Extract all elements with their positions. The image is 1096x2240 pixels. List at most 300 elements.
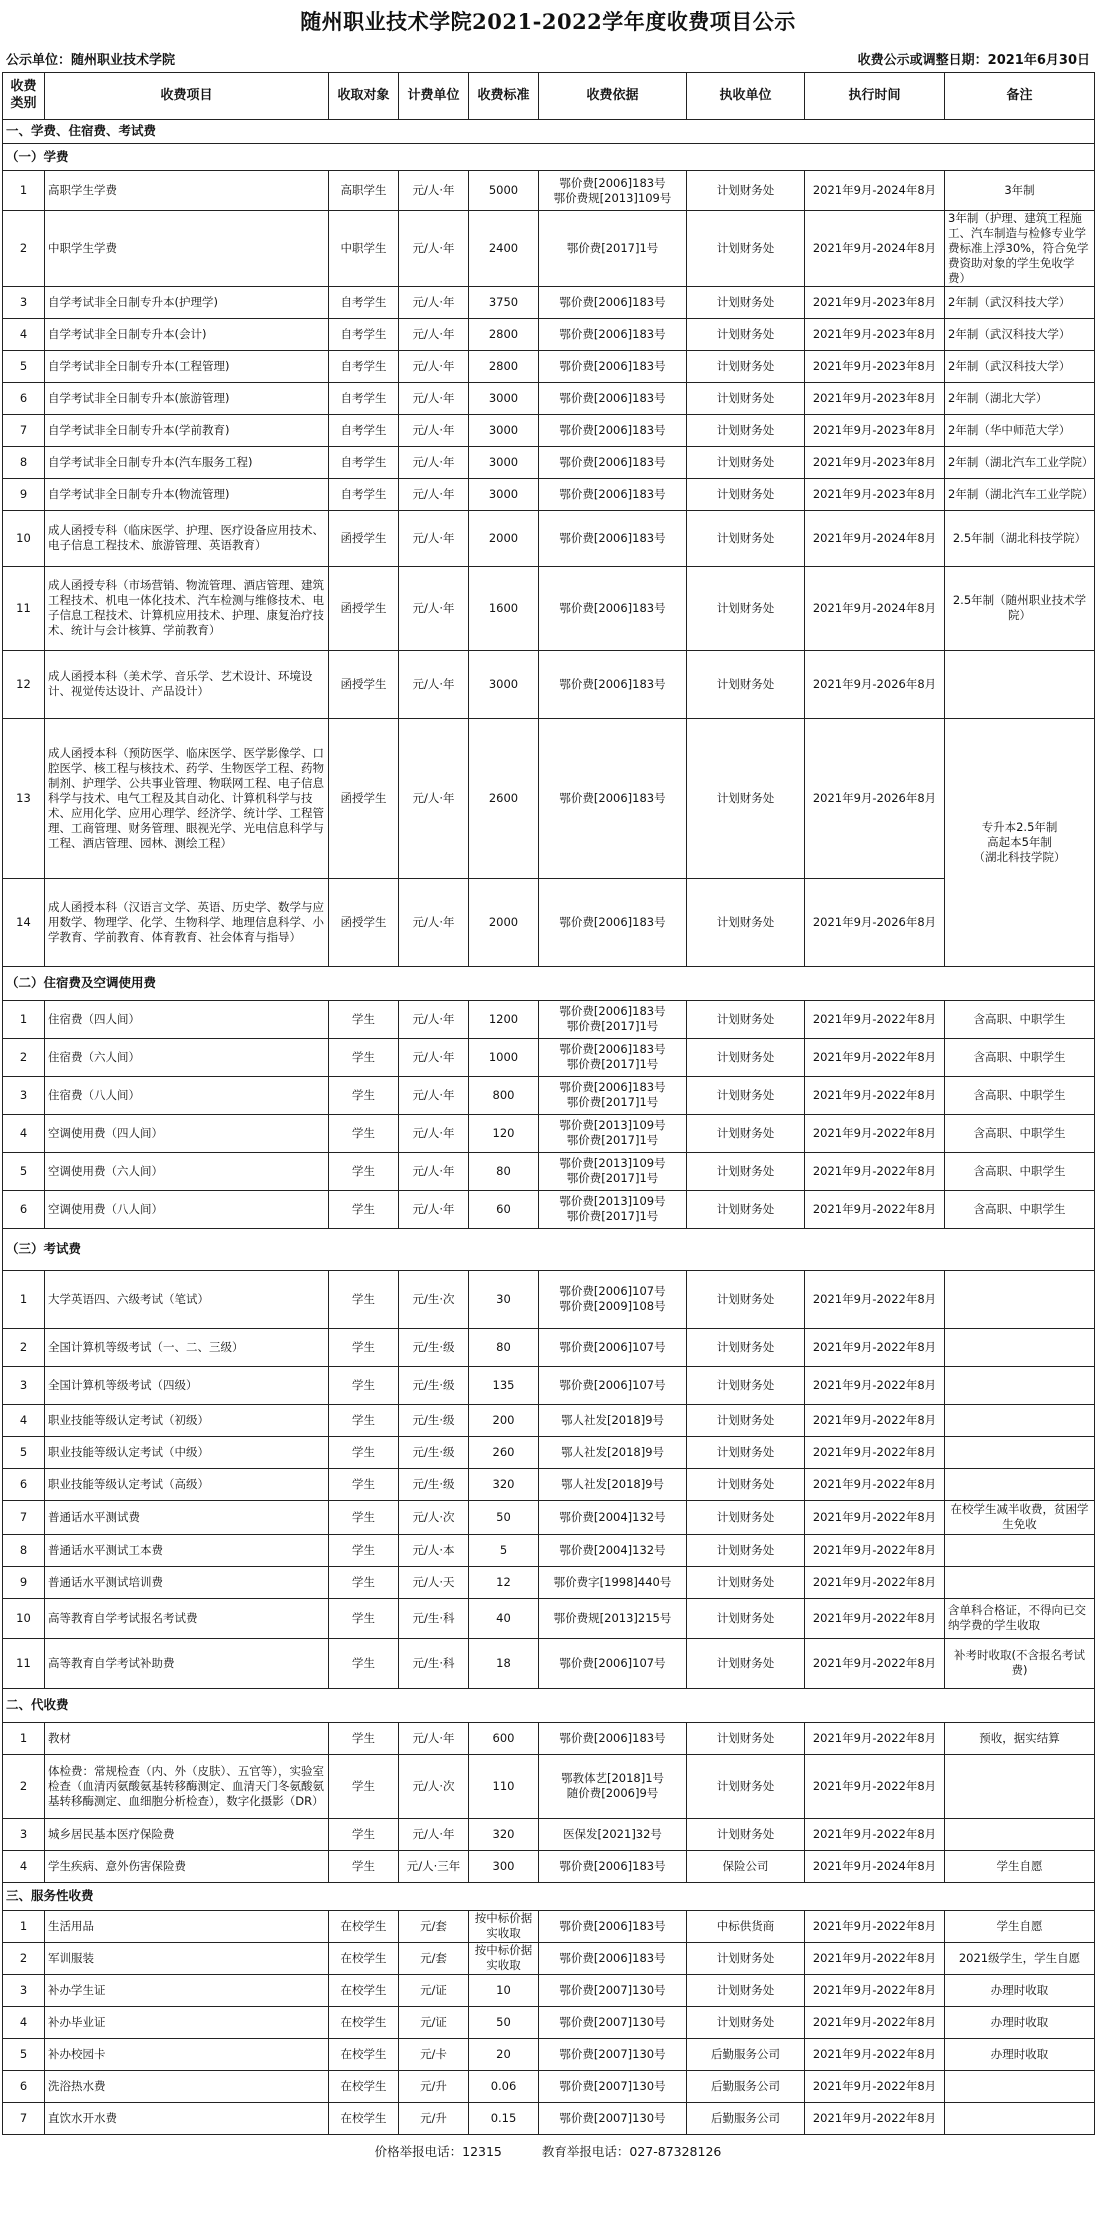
section-title: 一、学费、住宿费、考试费 xyxy=(3,120,1095,144)
fee-standard: 2000 xyxy=(469,510,539,566)
item-name: 全国计算机等级考试（四级） xyxy=(45,1366,329,1404)
fee-basis: 鄂价费[2004]132号 xyxy=(539,1534,687,1566)
item-name: 住宿费（八人间） xyxy=(45,1076,329,1114)
period: 2021年9月-2024年8月 xyxy=(805,566,945,650)
collecting-unit: 计划财务处 xyxy=(687,1500,805,1534)
fee-basis: 鄂价费[2007]130号 xyxy=(539,2038,687,2070)
payer: 函授学生 xyxy=(329,510,399,566)
payer: 在校学生 xyxy=(329,2102,399,2134)
period: 2021年9月-2026年8月 xyxy=(805,718,945,878)
collecting-unit: 计划财务处 xyxy=(687,171,805,211)
item-name: 自学考试非全日制专升本(护理学) xyxy=(45,286,329,318)
billing-unit: 元/人·年 xyxy=(399,286,469,318)
table-row xyxy=(3,1404,1095,1436)
period: 2021年9月-2024年8月 xyxy=(805,1850,945,1882)
item-name: 成人函授本科（预防医学、临床医学、医学影像学、口腔医学、核工程与核技术、药学、生物医学工程、药物制剂、护理学、公共事业管理、物联网工程、电子信息科学与技术、电气工程及其自动化、计算机科学与技术、应用化学、应用心理学、经济学、统计学、工程管理、工商管理、财务管理、眼视光学、光电信息科学与工程、酒店管理、园林、测绘工程） xyxy=(45,718,329,878)
row-index: 5 xyxy=(3,1152,45,1190)
fee-basis: 鄂价费[2006]183号 xyxy=(539,510,687,566)
remark xyxy=(945,1404,1095,1436)
fee-basis: 鄂价费[2013]109号 鄂价费[2017]1号 xyxy=(539,1152,687,1190)
payer: 在校学生 xyxy=(329,2038,399,2070)
fee-standard: 0.15 xyxy=(469,2102,539,2134)
fee-basis: 鄂价费[2017]1号 xyxy=(539,211,687,287)
payer: 中职学生 xyxy=(329,211,399,287)
billing-unit: 元/人·年 xyxy=(399,1818,469,1850)
fee-standard: 3000 xyxy=(469,446,539,478)
fee-basis: 鄂价费[2006]183号 鄂价费[2017]1号 xyxy=(539,1000,687,1038)
fee-standard: 按中标价据实收取 xyxy=(469,1910,539,1942)
collecting-unit: 计划财务处 xyxy=(687,566,805,650)
payer: 学生 xyxy=(329,1818,399,1850)
remark: 2年制（武汉科技大学） xyxy=(945,286,1095,318)
row-index: 4 xyxy=(3,1114,45,1152)
fee-basis: 鄂价费[2007]130号 xyxy=(539,2070,687,2102)
fee-standard: 按中标价据实收取 xyxy=(469,1942,539,1974)
billing-unit: 元/生·次 xyxy=(399,1270,469,1328)
collecting-unit: 后勤服务公司 xyxy=(687,2102,805,2134)
fee-standard: 600 xyxy=(469,1722,539,1754)
table-row xyxy=(3,1942,1095,1974)
row-index: 1 xyxy=(3,171,45,211)
billing-unit: 元/人·年 xyxy=(399,878,469,966)
collecting-unit: 计划财务处 xyxy=(687,1328,805,1366)
table-row xyxy=(3,1468,1095,1500)
fee-basis: 鄂价费[2006]183号 xyxy=(539,286,687,318)
collecting-unit: 计划财务处 xyxy=(687,1270,805,1328)
item-name: 住宿费（四人间） xyxy=(45,1000,329,1038)
remark: 办理时收取 xyxy=(945,1974,1095,2006)
billing-unit: 元/套 xyxy=(399,1942,469,1974)
row-index: 1 xyxy=(3,1722,45,1754)
row-index: 7 xyxy=(3,1500,45,1534)
collecting-unit: 计划财务处 xyxy=(687,1038,805,1076)
fee-standard: 5 xyxy=(469,1534,539,1566)
table-row xyxy=(3,718,1095,878)
item-name: 高等教育自学考试报名考试费 xyxy=(45,1598,329,1638)
remark: 2年制（湖北汽车工业学院） xyxy=(945,478,1095,510)
period: 2021年9月-2024年8月 xyxy=(805,211,945,287)
period: 2021年9月-2022年8月 xyxy=(805,1754,945,1818)
remark xyxy=(945,1436,1095,1468)
billing-unit: 元/人·年 xyxy=(399,211,469,287)
item-name: 职业技能等级认定考试（中级） xyxy=(45,1436,329,1468)
remark: 专升本2.5年制 高起本5年制 （湖北科技学院） xyxy=(945,718,1095,966)
billing-unit: 元/人·年 xyxy=(399,350,469,382)
billing-unit: 元/人·三年 xyxy=(399,1850,469,1882)
table-row xyxy=(3,2102,1095,2134)
row-index: 7 xyxy=(3,2102,45,2134)
table-row xyxy=(3,414,1095,446)
table-row xyxy=(3,566,1095,650)
table-body xyxy=(3,120,1095,2135)
remark: 学生自愿 xyxy=(945,1850,1095,1882)
remark xyxy=(945,650,1095,718)
fee-standard: 80 xyxy=(469,1328,539,1366)
collecting-unit: 计划财务处 xyxy=(687,510,805,566)
payer: 自考学生 xyxy=(329,414,399,446)
billing-unit: 元/人·年 xyxy=(399,1038,469,1076)
item-name: 空调使用费（六人间） xyxy=(45,1152,329,1190)
fee-basis: 鄂价费[2006]183号 xyxy=(539,878,687,966)
period: 2021年9月-2022年8月 xyxy=(805,1190,945,1228)
payer: 自考学生 xyxy=(329,382,399,414)
collecting-unit: 计划财务处 xyxy=(687,878,805,966)
row-index: 5 xyxy=(3,1436,45,1468)
billing-unit: 元/生·级 xyxy=(399,1404,469,1436)
fee-standard: 3000 xyxy=(469,478,539,510)
fee-basis: 鄂教体艺[2018]1号 随价费[2006]9号 xyxy=(539,1754,687,1818)
date-label: 收费公示或调整日期：2021年6月30日 xyxy=(857,52,1090,68)
remark: 含高职、中职学生 xyxy=(945,1114,1095,1152)
item-name: 职业技能等级认定考试（高级） xyxy=(45,1468,329,1500)
payer: 学生 xyxy=(329,1076,399,1114)
collecting-unit: 计划财务处 xyxy=(687,1566,805,1598)
period: 2021年9月-2022年8月 xyxy=(805,1500,945,1534)
item-name: 补办校园卡 xyxy=(45,2038,329,2070)
item-name: 高职学生学费 xyxy=(45,171,329,211)
period: 2021年9月-2023年8月 xyxy=(805,446,945,478)
row-index: 2 xyxy=(3,1754,45,1818)
fee-basis: 鄂价费[2006]107号 xyxy=(539,1366,687,1404)
payer: 学生 xyxy=(329,1598,399,1638)
table-row xyxy=(3,2006,1095,2038)
fee-basis: 鄂价费[2013]109号 鄂价费[2017]1号 xyxy=(539,1190,687,1228)
item-name: 生活用品 xyxy=(45,1910,329,1942)
row-index: 3 xyxy=(3,1076,45,1114)
row-index: 14 xyxy=(3,878,45,966)
remark xyxy=(945,1270,1095,1328)
billing-unit: 元/生·科 xyxy=(399,1638,469,1688)
period: 2021年9月-2023年8月 xyxy=(805,382,945,414)
fee-basis: 鄂价费[2006]183号 xyxy=(539,718,687,878)
footer xyxy=(2,2135,1094,2169)
remark: 2.5年制（湖北科技学院） xyxy=(945,510,1095,566)
fee-standard: 10 xyxy=(469,1974,539,2006)
table-row xyxy=(3,2038,1095,2070)
fee-standard: 3000 xyxy=(469,414,539,446)
billing-unit: 元/人·年 xyxy=(399,446,469,478)
remark: 2年制（湖北汽车工业学院） xyxy=(945,446,1095,478)
payer: 学生 xyxy=(329,1000,399,1038)
row-index: 3 xyxy=(3,1366,45,1404)
collecting-unit: 计划财务处 xyxy=(687,286,805,318)
table-row xyxy=(3,478,1095,510)
fee-basis: 鄂价费[2006]183号 xyxy=(539,1722,687,1754)
item-name: 大学英语四、六级考试（笔试） xyxy=(45,1270,329,1328)
payer: 函授学生 xyxy=(329,650,399,718)
period: 2021年9月-2022年8月 xyxy=(805,1404,945,1436)
billing-unit: 元/人·年 xyxy=(399,1190,469,1228)
collecting-unit: 计划财务处 xyxy=(687,1598,805,1638)
collecting-unit: 计划财务处 xyxy=(687,1974,805,2006)
payer: 学生 xyxy=(329,1114,399,1152)
item-name: 住宿费（六人间） xyxy=(45,1038,329,1076)
section-title: （三）考试费 xyxy=(3,1228,1095,1270)
collecting-unit: 计划财务处 xyxy=(687,1754,805,1818)
collecting-unit: 计划财务处 xyxy=(687,1534,805,1566)
collecting-unit: 计划财务处 xyxy=(687,318,805,350)
remark: 办理时收取 xyxy=(945,2006,1095,2038)
period: 2021年9月-2023年8月 xyxy=(805,350,945,382)
remark: 2.5年制（随州职业技术学院） xyxy=(945,566,1095,650)
table-row xyxy=(3,286,1095,318)
fee-basis: 鄂价费[2004]132号 xyxy=(539,1500,687,1534)
fee-basis: 鄂价费规[2013]215号 xyxy=(539,1598,687,1638)
fee-basis: 鄂人社发[2018]9号 xyxy=(539,1404,687,1436)
payer: 学生 xyxy=(329,1638,399,1688)
period: 2021年9月-2022年8月 xyxy=(805,1468,945,1500)
collecting-unit: 计划财务处 xyxy=(687,1942,805,1974)
fee-basis: 鄂价费[2006]183号 xyxy=(539,1910,687,1942)
fee-basis: 鄂价费[2006]183号 xyxy=(539,1850,687,1882)
fee-standard: 3000 xyxy=(469,650,539,718)
payer: 在校学生 xyxy=(329,2006,399,2038)
item-name: 教材 xyxy=(45,1722,329,1754)
table-row xyxy=(3,1722,1095,1754)
period: 2021年9月-2022年8月 xyxy=(805,1566,945,1598)
fee-table xyxy=(2,72,1095,2135)
remark: 3年制 xyxy=(945,171,1095,211)
fee-standard: 300 xyxy=(469,1850,539,1882)
row-index: 8 xyxy=(3,446,45,478)
section-title: （二）住宿费及空调使用费 xyxy=(3,966,1095,1000)
period: 2021年9月-2022年8月 xyxy=(805,1942,945,1974)
row-index: 2 xyxy=(3,1038,45,1076)
row-index: 9 xyxy=(3,1566,45,1598)
collecting-unit: 计划财务处 xyxy=(687,718,805,878)
payer: 学生 xyxy=(329,1404,399,1436)
payer: 学生 xyxy=(329,1566,399,1598)
fee-basis: 鄂价费[2007]130号 xyxy=(539,2102,687,2134)
column-header: 收费项目 xyxy=(45,73,329,120)
period: 2021年9月-2022年8月 xyxy=(805,1114,945,1152)
table-header xyxy=(3,73,1095,120)
row-index: 5 xyxy=(3,350,45,382)
billing-unit: 元/生·级 xyxy=(399,1468,469,1500)
item-name: 学生疾病、意外伤害保险费 xyxy=(45,1850,329,1882)
remark: 含高职、中职学生 xyxy=(945,1152,1095,1190)
table-row xyxy=(3,1818,1095,1850)
period: 2021年9月-2024年8月 xyxy=(805,171,945,211)
item-name: 全国计算机等级考试（一、二、三级） xyxy=(45,1328,329,1366)
row-index: 8 xyxy=(3,1534,45,1566)
table-row xyxy=(3,510,1095,566)
section-row xyxy=(3,1688,1095,1722)
item-name: 职业技能等级认定考试（初级） xyxy=(45,1404,329,1436)
payer: 学生 xyxy=(329,1850,399,1882)
payer: 学生 xyxy=(329,1270,399,1328)
row-index: 5 xyxy=(3,2038,45,2070)
remark: 3年制（护理、建筑工程施工、汽车制造与检修专业学费标准上浮30%，符合免学费资助对象的学生免收学费） xyxy=(945,211,1095,287)
item-name: 洗浴热水费 xyxy=(45,2070,329,2102)
fee-standard: 1600 xyxy=(469,566,539,650)
period: 2021年9月-2022年8月 xyxy=(805,1366,945,1404)
period: 2021年9月-2022年8月 xyxy=(805,1598,945,1638)
section-title: （一）学费 xyxy=(3,144,1095,171)
period: 2021年9月-2022年8月 xyxy=(805,1818,945,1850)
fee-basis: 鄂价费[2006]183号 xyxy=(539,446,687,478)
fee-standard: 18 xyxy=(469,1638,539,1688)
item-name: 中职学生学费 xyxy=(45,211,329,287)
fee-standard: 120 xyxy=(469,1114,539,1152)
section-row xyxy=(3,120,1095,144)
fee-standard: 60 xyxy=(469,1190,539,1228)
remark: 2年制（武汉科技大学） xyxy=(945,350,1095,382)
payer: 在校学生 xyxy=(329,1974,399,2006)
row-index: 4 xyxy=(3,318,45,350)
unit-label: 公示单位：随州职业技术学院 xyxy=(6,52,176,68)
billing-unit: 元/人·年 xyxy=(399,414,469,446)
row-index: 4 xyxy=(3,2006,45,2038)
fee-standard: 200 xyxy=(469,1404,539,1436)
row-index: 1 xyxy=(3,1000,45,1038)
collecting-unit: 计划财务处 xyxy=(687,1000,805,1038)
row-index: 3 xyxy=(3,1974,45,2006)
billing-unit: 元/人·年 xyxy=(399,1114,469,1152)
fee-standard: 260 xyxy=(469,1436,539,1468)
fee-standard: 2800 xyxy=(469,318,539,350)
fee-basis: 鄂价费[2006]183号 xyxy=(539,650,687,718)
page-title: 随州职业技术学院2021-2022学年度收费项目公示 xyxy=(300,9,796,34)
item-name: 成人函授专科（市场营销、物流管理、酒店管理、建筑工程技术、机电一体化技术、汽车检测与维修技术、电子信息工程技术、计算机应用技术、护理、康复治疗技术、统计与会计核算、学前教育） xyxy=(45,566,329,650)
column-header: 收取对象 xyxy=(329,73,399,120)
item-name: 成人函授本科（汉语言文学、英语、历史学、数学与应用数学、物理学、化学、生物科学、地理信息科学、小学教育、学前教育、体育教育、社会体育与指导） xyxy=(45,878,329,966)
remark xyxy=(945,1566,1095,1598)
payer: 函授学生 xyxy=(329,566,399,650)
item-name: 城乡居民基本医疗保险费 xyxy=(45,1818,329,1850)
fee-basis: 鄂价费[2006]183号 鄂价费[2017]1号 xyxy=(539,1076,687,1114)
fee-standard: 3750 xyxy=(469,286,539,318)
period: 2021年9月-2023年8月 xyxy=(805,318,945,350)
collecting-unit: 计划财务处 xyxy=(687,1436,805,1468)
fee-standard: 50 xyxy=(469,2006,539,2038)
row-index: 6 xyxy=(3,382,45,414)
period: 2021年9月-2022年8月 xyxy=(805,1076,945,1114)
table-row xyxy=(3,1076,1095,1114)
period: 2021年9月-2022年8月 xyxy=(805,2102,945,2134)
table-row xyxy=(3,1566,1095,1598)
payer: 学生 xyxy=(329,1190,399,1228)
payer: 学生 xyxy=(329,1534,399,1566)
billing-unit: 元/人·年 xyxy=(399,1076,469,1114)
item-name: 自学考试非全日制专升本(会计) xyxy=(45,318,329,350)
item-name: 普通话水平测试工本费 xyxy=(45,1534,329,1566)
item-name: 直饮水开水费 xyxy=(45,2102,329,2134)
row-index: 13 xyxy=(3,718,45,878)
period: 2021年9月-2026年8月 xyxy=(805,650,945,718)
table-row xyxy=(3,1436,1095,1468)
fee-standard: 320 xyxy=(469,1818,539,1850)
billing-unit: 元/人·次 xyxy=(399,1754,469,1818)
table-row xyxy=(3,1910,1095,1942)
fee-standard: 1200 xyxy=(469,1000,539,1038)
row-index: 3 xyxy=(3,286,45,318)
fee-standard: 20 xyxy=(469,2038,539,2070)
fee-standard: 30 xyxy=(469,1270,539,1328)
table-row xyxy=(3,1038,1095,1076)
billing-unit: 元/生·级 xyxy=(399,1366,469,1404)
item-name: 自学考试非全日制专升本(旅游管理) xyxy=(45,382,329,414)
remark: 含高职、中职学生 xyxy=(945,1190,1095,1228)
row-index: 1 xyxy=(3,1270,45,1328)
collecting-unit: 计划财务处 xyxy=(687,382,805,414)
collecting-unit: 中标供货商 xyxy=(687,1910,805,1942)
item-name: 普通话水平测试培训费 xyxy=(45,1566,329,1598)
table-row xyxy=(3,1500,1095,1534)
payer: 在校学生 xyxy=(329,1942,399,1974)
row-index: 11 xyxy=(3,566,45,650)
remark xyxy=(945,1328,1095,1366)
table-row xyxy=(3,382,1095,414)
fee-basis: 鄂价费[2006]107号 鄂价费[2009]108号 xyxy=(539,1270,687,1328)
period: 2021年9月-2022年8月 xyxy=(805,2038,945,2070)
fee-basis: 鄂价费[2006]183号 xyxy=(539,478,687,510)
fee-basis: 鄂价费[2013]109号 鄂价费[2017]1号 xyxy=(539,1114,687,1152)
remark: 2年制（武汉科技大学） xyxy=(945,318,1095,350)
fee-standard: 800 xyxy=(469,1076,539,1114)
payer: 学生 xyxy=(329,1366,399,1404)
collecting-unit: 计划财务处 xyxy=(687,1152,805,1190)
collecting-unit: 计划财务处 xyxy=(687,350,805,382)
payer: 学生 xyxy=(329,1722,399,1754)
fee-basis: 鄂价费[2006]183号 鄂价费规[2013]109号 xyxy=(539,171,687,211)
fee-basis: 鄂价费字[1998]440号 xyxy=(539,1566,687,1598)
collecting-unit: 计划财务处 xyxy=(687,1468,805,1500)
column-header: 收费类别 xyxy=(3,73,45,120)
period: 2021年9月-2022年8月 xyxy=(805,1328,945,1366)
fee-basis: 鄂价费[2006]183号 xyxy=(539,318,687,350)
item-name: 普通话水平测试费 xyxy=(45,1500,329,1534)
column-header: 备注 xyxy=(945,73,1095,120)
remark: 补考时收取(不含报名考试费) xyxy=(945,1638,1095,1688)
remark: 含单科合格证，不得向已交纳学费的学生收取 xyxy=(945,1598,1095,1638)
item-name: 自学考试非全日制专升本(汽车服务工程) xyxy=(45,446,329,478)
remark: 2年制（华中师范大学） xyxy=(945,414,1095,446)
collecting-unit: 计划财务处 xyxy=(687,414,805,446)
section-row xyxy=(3,966,1095,1000)
section-row xyxy=(3,144,1095,171)
remark xyxy=(945,1468,1095,1500)
fee-basis: 鄂价费[2006]183号 xyxy=(539,382,687,414)
fee-basis: 鄂价费[2006]183号 鄂价费[2017]1号 xyxy=(539,1038,687,1076)
fee-basis: 鄂价费[2006]183号 xyxy=(539,566,687,650)
collecting-unit: 计划财务处 xyxy=(687,1722,805,1754)
collecting-unit: 计划财务处 xyxy=(687,1076,805,1114)
item-name: 自学考试非全日制专升本(工程管理) xyxy=(45,350,329,382)
section-row xyxy=(3,1882,1095,1910)
collecting-unit: 保险公司 xyxy=(687,1850,805,1882)
period: 2021年9月-2022年8月 xyxy=(805,1152,945,1190)
fee-standard: 2600 xyxy=(469,718,539,878)
collecting-unit: 后勤服务公司 xyxy=(687,2070,805,2102)
remark: 在校学生减半收费，贫困学生免收 xyxy=(945,1500,1095,1534)
payer: 自考学生 xyxy=(329,446,399,478)
item-name: 成人函授专科（临床医学、护理、医疗设备应用技术、电子信息工程技术、旅游管理、英语教育） xyxy=(45,510,329,566)
billing-unit: 元/人·年 xyxy=(399,650,469,718)
fee-standard: 5000 xyxy=(469,171,539,211)
column-header: 执行时间 xyxy=(805,73,945,120)
period: 2021年9月-2022年8月 xyxy=(805,1534,945,1566)
billing-unit: 元/人·天 xyxy=(399,1566,469,1598)
item-name: 补办学生证 xyxy=(45,1974,329,2006)
billing-unit: 元/人·年 xyxy=(399,171,469,211)
fee-standard: 80 xyxy=(469,1152,539,1190)
collecting-unit: 计划财务处 xyxy=(687,2006,805,2038)
remark xyxy=(945,2070,1095,2102)
item-name: 空调使用费（四人间） xyxy=(45,1114,329,1152)
fee-standard: 2000 xyxy=(469,878,539,966)
billing-unit: 元/套 xyxy=(399,1910,469,1942)
